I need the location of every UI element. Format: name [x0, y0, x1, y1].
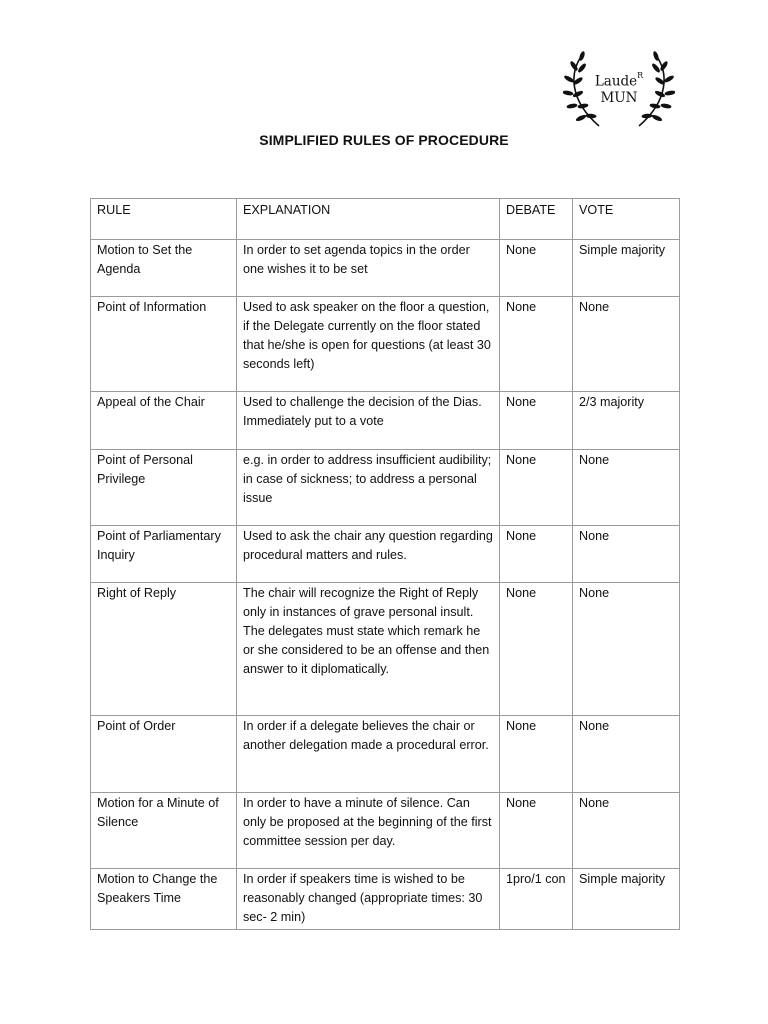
explanation-cell: In order if speakers time is wished to be reasonably changed (appropriate times: 30 sec- 2 min) [237, 869, 500, 930]
explanation-cell: In order to set agenda topics in the order one wishes it to be set [237, 240, 500, 297]
laude-mun-logo [563, 46, 675, 130]
table-row [91, 297, 680, 392]
rules-table [90, 198, 680, 930]
rule-cell: Motion to Set the Agenda [91, 240, 237, 297]
rule-cell: Point of Order [91, 716, 237, 793]
vote-cell: None [573, 450, 680, 526]
explanation-cell: The chair will recognize the Right of Reply only in instances of grave personal insult. The delegates must state which remark he or she considered to be an offense and then answer to it diplomatically. [237, 583, 500, 716]
rule-cell: Point of Parliamentary Inquiry [91, 526, 237, 583]
debate-cell: None [500, 716, 573, 793]
rule-cell: Right of Reply [91, 583, 237, 716]
debate-cell: None [500, 392, 573, 450]
rules-table-header [91, 199, 680, 240]
debate-cell: 1pro/1 con [500, 869, 573, 930]
rule-cell: Appeal of the Chair [91, 392, 237, 450]
logo-line-1 [595, 69, 643, 91]
vote-cell: Simple majority [573, 869, 680, 930]
table-row [91, 583, 680, 716]
debate-cell: None [500, 526, 573, 583]
header-row [91, 199, 680, 240]
explanation-cell: e.g. in order to address insufficient audibility; in case of sickness; to address a personal issue [237, 450, 500, 526]
debate-cell: None [500, 450, 573, 526]
logo-mun: MUN [600, 90, 638, 107]
vote-cell: 2/3 majority [573, 392, 680, 450]
header-debate: DEBATE [500, 199, 573, 240]
debate-cell: None [500, 240, 573, 297]
vote-cell: None [573, 583, 680, 716]
explanation-cell: In order if a delegate believes the chair or another delegation made a procedural error. [237, 716, 500, 793]
vote-cell: None [573, 297, 680, 392]
header-explanation: EXPLANATION [237, 199, 500, 240]
table-row [91, 526, 680, 583]
explanation-cell: Used to ask the chair any question regarding procedural matters and rules. [237, 526, 500, 583]
table-row [91, 793, 680, 869]
table-row [91, 716, 680, 793]
table-row [91, 450, 680, 526]
explanation-cell: Used to ask speaker on the floor a question, if the Delegate currently on the floor stated that he/she is open for questions (at least 30 seconds left) [237, 297, 500, 392]
vote-cell: Simple majority [573, 240, 680, 297]
debate-cell: None [500, 297, 573, 392]
debate-cell: None [500, 793, 573, 869]
table-row [91, 869, 680, 930]
logo-superscript: R [637, 70, 644, 80]
header-rule: RULE [91, 199, 237, 240]
table-row [91, 240, 680, 297]
debate-cell: None [500, 583, 573, 716]
rule-cell: Motion to Change the Speakers Time [91, 869, 237, 930]
table-row [91, 392, 680, 450]
rules-table-body [91, 240, 680, 930]
rule-cell: Point of Personal Privilege [91, 450, 237, 526]
logo-laude: Laude [594, 73, 638, 90]
explanation-cell: In order to have a minute of silence. Can only be proposed at the beginning of the first committee session per day. [237, 793, 500, 869]
explanation-cell: Used to challenge the decision of the Dias. Immediately put to a vote [237, 392, 500, 450]
vote-cell: None [573, 793, 680, 869]
rule-cell: Point of Information [91, 297, 237, 392]
rule-cell: Motion for a Minute of Silence [91, 793, 237, 869]
logo-text [563, 46, 675, 130]
header-vote: VOTE [573, 199, 680, 240]
vote-cell: None [573, 526, 680, 583]
vote-cell: None [573, 716, 680, 793]
page-title: SIMPLIFIED RULES OF PROCEDURE [259, 132, 509, 148]
